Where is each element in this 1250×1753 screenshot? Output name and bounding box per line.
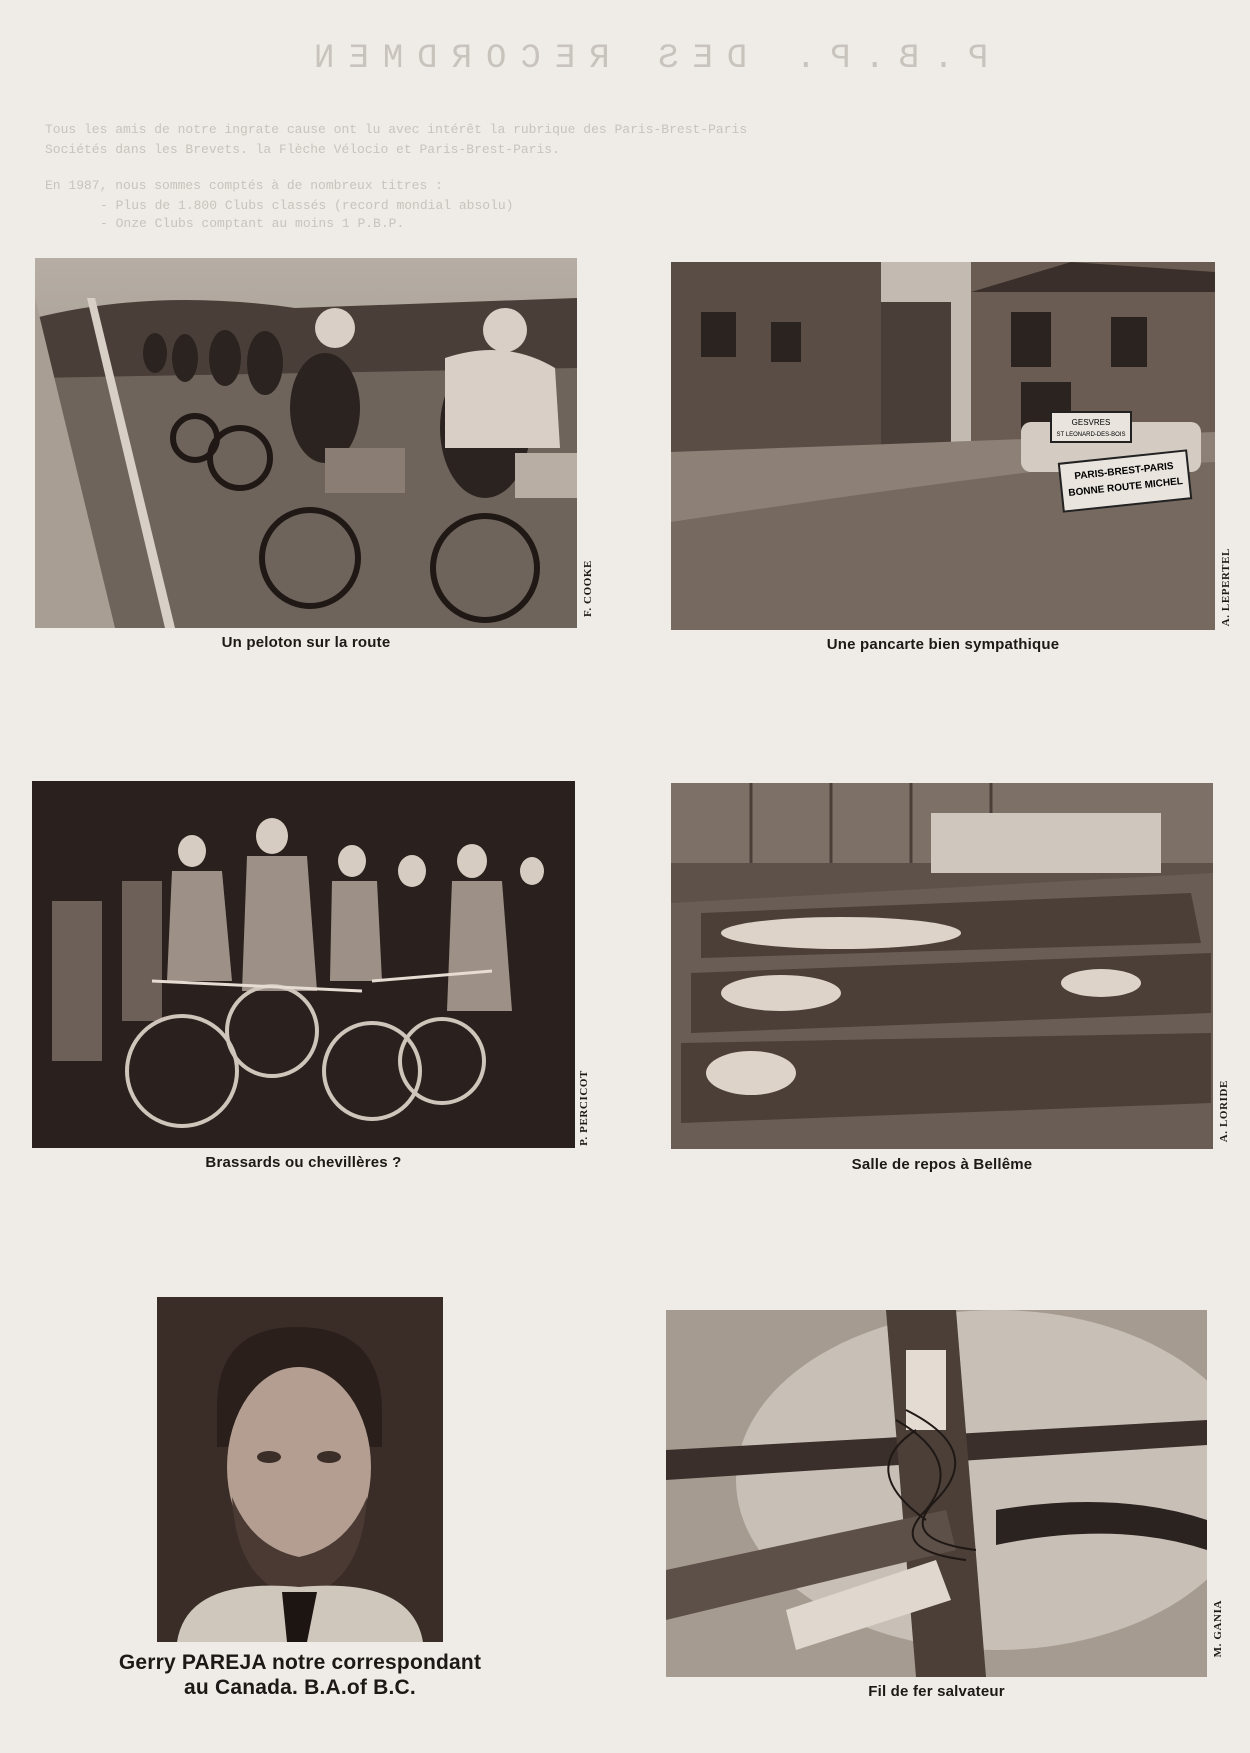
photo-credit: F. COOKE	[582, 560, 594, 617]
photo-village-sign	[671, 262, 1215, 630]
ghost-line: Tous les amis de notre ingrate cause ont lu avec intérêt la rubrique des Paris-Brest-Paris	[45, 122, 748, 137]
photo-caption: Une pancarte bien sympathique	[826, 636, 1060, 653]
ghost-line: Sociétés dans les Brevets. la Flèche Vélocio et Paris-Brest-Paris.	[45, 142, 560, 157]
photo-credit: A. LEPERTEL	[1220, 548, 1232, 627]
photo-rest-room	[671, 783, 1213, 1149]
photo-credit: M. GANIA	[1212, 1600, 1224, 1658]
photo-portrait	[157, 1297, 443, 1642]
photo-credit: P. PERCICOT	[578, 1070, 590, 1146]
photo-caption: Un peloton sur la route	[221, 634, 391, 651]
ghost-line: - Plus de 1.800 Clubs classés (record mondial absolu)	[100, 198, 514, 213]
ghost-title: P.B.P. DES RECORDMEN	[300, 40, 989, 78]
photo-caption: Brassards ou chevillères ?	[205, 1154, 402, 1171]
portrait-caption	[40, 1650, 560, 1700]
svg-text:GESVRES: GESVRES	[1071, 418, 1111, 427]
portrait-caption-line: Gerry PAREJA notre correspondant	[118, 1651, 482, 1674]
ghost-line: - Onze Clubs comptant au moins 1 P.B.P.	[100, 216, 405, 231]
photo-night-riders	[32, 781, 575, 1148]
portrait-caption-line: au Canada. B.A.of B.C.	[184, 1676, 416, 1699]
svg-text:PARIS-BREST-PARIS: PARIS-BREST-PARIS	[1073, 460, 1175, 483]
photo-caption: Fil de fer salvateur	[868, 1683, 1005, 1700]
photo-peloton	[35, 258, 577, 628]
svg-text:BONNE ROUTE MICHEL: BONNE ROUTE MICHEL	[1067, 475, 1184, 499]
photo-bicycle-wire	[666, 1310, 1207, 1677]
photo-caption: Salle de repos à Bellême	[851, 1156, 1033, 1173]
ghost-line: En 1987, nous sommes comptés à de nombreux titres :	[45, 178, 443, 193]
svg-text:ST LEONARD-DES-BOIS: ST LEONARD-DES-BOIS	[1056, 432, 1126, 438]
photo-credit: A. LORIDE	[1218, 1080, 1230, 1143]
